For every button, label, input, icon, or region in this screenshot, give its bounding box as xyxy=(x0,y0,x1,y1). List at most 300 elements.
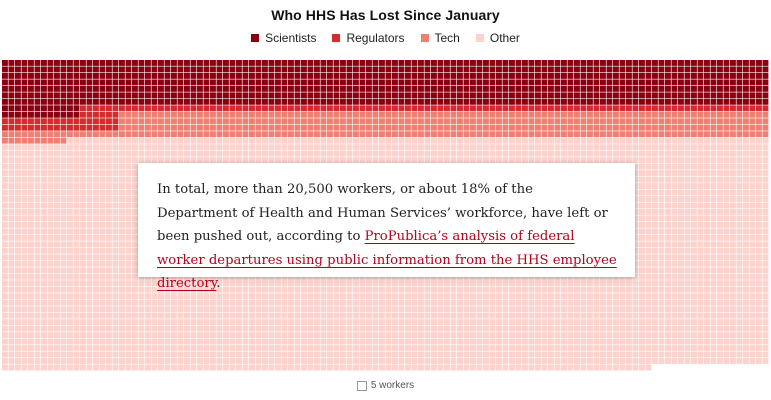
waffle-cell-other xyxy=(74,267,80,273)
waffle-cell-scientists xyxy=(145,92,151,98)
waffle-cell-scientists xyxy=(191,66,197,72)
waffle-cell-other xyxy=(93,190,99,196)
waffle-cell-regulators xyxy=(223,105,229,111)
waffle-cell-regulators xyxy=(399,105,405,111)
waffle-cell-tech xyxy=(139,131,145,137)
waffle-cell-other xyxy=(74,339,80,345)
waffle-cell-other xyxy=(652,280,658,286)
waffle-cell-other xyxy=(444,332,450,338)
waffle-cell-other xyxy=(139,352,145,358)
waffle-cell-scientists xyxy=(288,92,294,98)
waffle-cell-other xyxy=(41,293,47,299)
waffle-cell-other xyxy=(22,190,28,196)
waffle-cell-tech xyxy=(620,112,626,118)
waffle-cell-other xyxy=(41,280,47,286)
waffle-cell-scientists xyxy=(262,66,268,72)
waffle-cell-scientists xyxy=(165,60,171,66)
waffle-cell-other xyxy=(191,345,197,351)
waffle-cell-regulators xyxy=(171,105,177,111)
waffle-cell-other xyxy=(74,287,80,293)
waffle-cell-tech xyxy=(405,112,411,118)
waffle-cell-other xyxy=(464,358,470,364)
waffle-cell-other xyxy=(269,293,275,299)
waffle-cell-other xyxy=(48,222,54,228)
waffle-cell-other xyxy=(633,319,639,325)
waffle-cell-other xyxy=(217,339,223,345)
waffle-cell-tech xyxy=(451,112,457,118)
waffle-cell-other xyxy=(243,300,249,306)
waffle-cell-scientists xyxy=(470,79,476,85)
waffle-cell-other xyxy=(646,190,652,196)
legend-swatch-scientists xyxy=(251,34,259,42)
waffle-cell-other xyxy=(314,326,320,332)
waffle-cell-scientists xyxy=(275,92,281,98)
waffle-cell-other xyxy=(35,274,41,280)
waffle-cell-other xyxy=(243,352,249,358)
waffle-cell-other xyxy=(308,306,314,312)
waffle-cell-scientists xyxy=(249,73,255,79)
waffle-cell-other xyxy=(555,293,561,299)
waffle-cell-scientists xyxy=(373,66,379,72)
waffle-cell-scientists xyxy=(106,60,112,66)
waffle-cell-tech xyxy=(334,131,340,137)
waffle-cell-other xyxy=(535,326,541,332)
waffle-cell-scientists xyxy=(652,73,658,79)
waffle-cell-scientists xyxy=(626,86,632,92)
waffle-cell-other xyxy=(9,164,15,170)
waffle-cell-scientists xyxy=(477,86,483,92)
waffle-cell-scientists xyxy=(191,79,197,85)
waffle-cell-scientists xyxy=(54,60,60,66)
waffle-cell-scientists xyxy=(28,112,34,118)
waffle-cell-other xyxy=(646,319,652,325)
waffle-cell-other xyxy=(126,196,132,202)
waffle-cell-other xyxy=(171,319,177,325)
waffle-cell-other xyxy=(256,365,262,371)
waffle-cell-other xyxy=(204,306,210,312)
waffle-cell-other xyxy=(256,345,262,351)
waffle-cell-other xyxy=(41,332,47,338)
waffle-cell-scientists xyxy=(2,99,8,105)
waffle-cell-other xyxy=(126,280,132,286)
waffle-cell-other xyxy=(74,306,80,312)
waffle-cell-other xyxy=(490,287,496,293)
waffle-cell-other xyxy=(171,300,177,306)
waffle-cell-tech xyxy=(126,118,132,124)
waffle-cell-scientists xyxy=(119,73,125,79)
waffle-cell-scientists xyxy=(399,92,405,98)
waffle-cell-tech xyxy=(600,112,606,118)
waffle-cell-other xyxy=(373,313,379,319)
waffle-cell-other xyxy=(425,319,431,325)
waffle-cell-other xyxy=(652,261,658,267)
waffle-cell-tech xyxy=(568,125,574,131)
waffle-cell-scientists xyxy=(594,86,600,92)
waffle-cell-other xyxy=(269,326,275,332)
waffle-cell-tech xyxy=(542,112,548,118)
waffle-cell-scientists xyxy=(334,86,340,92)
waffle-cell-other xyxy=(379,345,385,351)
waffle-cell-tech xyxy=(204,125,210,131)
waffle-cell-scientists xyxy=(360,79,366,85)
waffle-cell-other xyxy=(321,313,327,319)
waffle-cell-other xyxy=(223,326,229,332)
waffle-cell-tech xyxy=(347,125,353,131)
waffle-cell-tech xyxy=(548,112,554,118)
waffle-cell-other xyxy=(126,326,132,332)
waffle-cell-other xyxy=(665,183,671,189)
waffle-cell-scientists xyxy=(613,60,619,66)
waffle-cell-scientists xyxy=(327,99,333,105)
waffle-cell-scientists xyxy=(496,92,502,98)
waffle-cell-tech xyxy=(659,118,665,124)
waffle-cell-other xyxy=(113,241,119,247)
waffle-cell-regulators xyxy=(535,105,541,111)
waffle-cell-other xyxy=(516,313,522,319)
waffle-cell-other xyxy=(61,352,67,358)
waffle-cell-scientists xyxy=(126,73,132,79)
waffle-cell-tech xyxy=(171,118,177,124)
waffle-cell-other xyxy=(347,151,353,157)
waffle-cell-other xyxy=(22,196,28,202)
waffle-cell-other xyxy=(93,280,99,286)
waffle-cell-regulators xyxy=(581,105,587,111)
waffle-cell-other xyxy=(587,306,593,312)
waffle-cell-other xyxy=(223,151,229,157)
waffle-cell-other xyxy=(672,267,678,273)
waffle-cell-other xyxy=(256,326,262,332)
waffle-cell-tech xyxy=(399,131,405,137)
waffle-cell-other xyxy=(379,280,385,286)
waffle-cell-other xyxy=(418,345,424,351)
waffle-cell-other xyxy=(568,319,574,325)
waffle-cell-other xyxy=(418,332,424,338)
waffle-cell-tech xyxy=(41,138,47,144)
waffle-cell-scientists xyxy=(568,79,574,85)
waffle-cell-tech xyxy=(184,118,190,124)
waffle-cell-other xyxy=(392,306,398,312)
waffle-cell-other xyxy=(61,345,67,351)
waffle-cell-tech xyxy=(405,125,411,131)
waffle-cell-tech xyxy=(379,131,385,137)
waffle-cell-regulators xyxy=(607,105,613,111)
waffle-cell-scientists xyxy=(555,60,561,66)
waffle-cell-other xyxy=(106,300,112,306)
waffle-cell-other xyxy=(9,254,15,260)
waffle-cell-other xyxy=(581,306,587,312)
waffle-cell-other xyxy=(509,365,515,371)
waffle-cell-other xyxy=(594,300,600,306)
waffle-cell-regulators xyxy=(93,105,99,111)
waffle-cell-other xyxy=(399,319,405,325)
waffle-cell-other xyxy=(165,365,171,371)
waffle-cell-tech xyxy=(347,118,353,124)
waffle-cell-regulators xyxy=(67,118,73,124)
waffle-cell-other xyxy=(132,345,138,351)
waffle-cell-tech xyxy=(54,138,60,144)
waffle-cell-other xyxy=(542,358,548,364)
waffle-cell-other xyxy=(41,241,47,247)
waffle-cell-other xyxy=(470,339,476,345)
waffle-cell-scientists xyxy=(22,79,28,85)
waffle-cell-scientists xyxy=(535,99,541,105)
waffle-cell-tech xyxy=(477,112,483,118)
waffle-cell-scientists xyxy=(490,73,496,79)
waffle-cell-scientists xyxy=(223,73,229,79)
waffle-cell-scientists xyxy=(503,86,509,92)
waffle-cell-other xyxy=(425,352,431,358)
waffle-cell-other xyxy=(574,326,580,332)
waffle-cell-other xyxy=(373,339,379,345)
waffle-cell-other xyxy=(184,345,190,351)
waffle-cell-scientists xyxy=(451,66,457,72)
waffle-cell-other xyxy=(535,306,541,312)
waffle-cell-other xyxy=(282,332,288,338)
waffle-cell-other xyxy=(314,293,320,299)
waffle-cell-other xyxy=(366,365,372,371)
waffle-cell-tech xyxy=(659,125,665,131)
waffle-cell-other xyxy=(639,319,645,325)
waffle-cell-other xyxy=(295,345,301,351)
waffle-cell-regulators xyxy=(620,105,626,111)
waffle-cell-other xyxy=(431,332,437,338)
waffle-cell-regulators xyxy=(67,125,73,131)
waffle-cell-scientists xyxy=(438,73,444,79)
waffle-cell-other xyxy=(28,306,34,312)
waffle-cell-other xyxy=(659,306,665,312)
waffle-cell-other xyxy=(48,157,54,163)
waffle-cell-other xyxy=(41,164,47,170)
waffle-cell-other xyxy=(353,352,359,358)
waffle-cell-scientists xyxy=(28,99,34,105)
waffle-cell-regulators xyxy=(646,105,652,111)
waffle-cell-scientists xyxy=(152,60,158,66)
waffle-cell-scientists xyxy=(366,79,372,85)
waffle-cell-scientists xyxy=(223,60,229,66)
waffle-cell-other xyxy=(93,261,99,267)
waffle-cell-other xyxy=(574,300,580,306)
waffle-cell-other xyxy=(620,287,626,293)
waffle-cell-other xyxy=(54,235,60,241)
waffle-cell-scientists xyxy=(210,86,216,92)
waffle-cell-other xyxy=(2,228,8,234)
waffle-cell-other xyxy=(561,280,567,286)
waffle-cell-other xyxy=(106,287,112,293)
waffle-cell-other xyxy=(262,300,268,306)
waffle-cell-scientists xyxy=(646,66,652,72)
waffle-cell-other xyxy=(243,313,249,319)
waffle-cell-scientists xyxy=(652,79,658,85)
waffle-cell-other xyxy=(54,319,60,325)
waffle-cell-other xyxy=(483,313,489,319)
waffle-cell-scientists xyxy=(392,99,398,105)
waffle-cell-other xyxy=(496,144,502,150)
waffle-cell-other xyxy=(386,287,392,293)
waffle-cell-tech xyxy=(249,118,255,124)
waffle-cell-scientists xyxy=(80,92,86,98)
waffle-cell-other xyxy=(22,345,28,351)
waffle-cell-other xyxy=(451,326,457,332)
waffle-cell-other xyxy=(230,365,236,371)
waffle-cell-tech xyxy=(327,125,333,131)
waffle-cell-tech xyxy=(61,131,67,137)
waffle-cell-other xyxy=(659,228,665,234)
waffle-cell-other xyxy=(503,280,509,286)
waffle-cell-other xyxy=(399,306,405,312)
waffle-cell-scientists xyxy=(139,99,145,105)
waffle-cell-other xyxy=(386,332,392,338)
waffle-cell-other xyxy=(35,352,41,358)
waffle-cell-other xyxy=(80,164,86,170)
waffle-cell-other xyxy=(665,170,671,176)
waffle-cell-other xyxy=(379,358,385,364)
waffle-cell-other xyxy=(568,306,574,312)
waffle-cell-other xyxy=(48,261,54,267)
waffle-cell-other xyxy=(61,326,67,332)
waffle-cell-scientists xyxy=(503,60,509,66)
waffle-cell-other xyxy=(93,352,99,358)
waffle-cell-scientists xyxy=(197,92,203,98)
waffle-cell-other xyxy=(360,352,366,358)
waffle-cell-regulators xyxy=(191,105,197,111)
waffle-cell-other xyxy=(613,326,619,332)
waffle-cell-other xyxy=(126,183,132,189)
waffle-cell-other xyxy=(321,365,327,371)
waffle-cell-scientists xyxy=(496,60,502,66)
waffle-cell-other xyxy=(191,151,197,157)
waffle-cell-other xyxy=(431,319,437,325)
waffle-cell-scientists xyxy=(438,92,444,98)
waffle-cell-scientists xyxy=(509,99,515,105)
waffle-cell-scientists xyxy=(620,99,626,105)
waffle-cell-tech xyxy=(620,118,626,124)
waffle-cell-other xyxy=(399,332,405,338)
waffle-cell-other xyxy=(87,138,93,144)
waffle-cell-other xyxy=(223,293,229,299)
waffle-cell-other xyxy=(243,138,249,144)
waffle-cell-scientists xyxy=(522,60,528,66)
waffle-cell-scientists xyxy=(418,73,424,79)
waffle-cell-tech xyxy=(431,125,437,131)
waffle-cell-other xyxy=(139,306,145,312)
waffle-cell-other xyxy=(652,190,658,196)
waffle-cell-scientists xyxy=(672,92,678,98)
waffle-cell-scientists xyxy=(236,66,242,72)
waffle-cell-other xyxy=(113,326,119,332)
waffle-cell-scientists xyxy=(256,99,262,105)
waffle-cell-tech xyxy=(236,125,242,131)
waffle-cell-other xyxy=(418,313,424,319)
waffle-cell-other xyxy=(119,352,125,358)
waffle-cell-other xyxy=(334,144,340,150)
waffle-cell-other xyxy=(145,365,151,371)
waffle-cell-other xyxy=(503,144,509,150)
waffle-cell-other xyxy=(184,332,190,338)
waffle-cell-other xyxy=(561,306,567,312)
waffle-cell-other xyxy=(386,138,392,144)
waffle-cell-other xyxy=(535,144,541,150)
waffle-cell-other xyxy=(438,144,444,150)
waffle-cell-other xyxy=(152,300,158,306)
waffle-cell-regulators xyxy=(41,125,47,131)
waffle-cell-other xyxy=(262,345,268,351)
waffle-cell-other xyxy=(93,254,99,260)
waffle-cell-other xyxy=(80,222,86,228)
waffle-cell-other xyxy=(184,326,190,332)
waffle-cell-other xyxy=(301,287,307,293)
waffle-cell-other xyxy=(132,209,138,215)
waffle-cell-other xyxy=(80,300,86,306)
waffle-cell-scientists xyxy=(444,73,450,79)
waffle-cell-other xyxy=(256,313,262,319)
waffle-cell-scientists xyxy=(626,79,632,85)
waffle-cell-other xyxy=(555,313,561,319)
waffle-cell-other xyxy=(360,319,366,325)
waffle-cell-other xyxy=(249,306,255,312)
chart-title: Who HHS Has Lost Since January xyxy=(271,7,500,23)
waffle-cell-other xyxy=(22,170,28,176)
waffle-cell-tech xyxy=(119,131,125,137)
waffle-cell-other xyxy=(431,339,437,345)
waffle-cell-other xyxy=(301,339,307,345)
waffle-cell-other xyxy=(126,319,132,325)
waffle-cell-tech xyxy=(594,112,600,118)
waffle-cell-other xyxy=(35,300,41,306)
waffle-cell-other xyxy=(262,319,268,325)
waffle-cell-scientists xyxy=(386,73,392,79)
waffle-cell-other xyxy=(67,177,73,183)
waffle-cell-other xyxy=(366,300,372,306)
waffle-cell-other xyxy=(2,216,8,222)
waffle-cell-other xyxy=(15,293,21,299)
waffle-cell-other xyxy=(646,358,652,364)
waffle-cell-other xyxy=(607,326,613,332)
waffle-cell-scientists xyxy=(191,92,197,98)
waffle-cell-other xyxy=(139,144,145,150)
waffle-cell-other xyxy=(568,287,574,293)
waffle-cell-other xyxy=(646,222,652,228)
waffle-cell-scientists xyxy=(314,86,320,92)
waffle-cell-scientists xyxy=(100,73,106,79)
waffle-cell-other xyxy=(54,203,60,209)
waffle-cell-other xyxy=(275,287,281,293)
waffle-cell-other xyxy=(581,300,587,306)
waffle-cell-other xyxy=(646,254,652,260)
waffle-cell-other xyxy=(41,261,47,267)
waffle-cell-other xyxy=(87,157,93,163)
waffle-cell-tech xyxy=(555,131,561,137)
waffle-cell-scientists xyxy=(581,79,587,85)
waffle-cell-other xyxy=(373,326,379,332)
waffle-cell-scientists xyxy=(366,60,372,66)
waffle-cell-other xyxy=(41,170,47,176)
waffle-cell-other xyxy=(665,287,671,293)
waffle-cell-tech xyxy=(256,131,262,137)
waffle-cell-scientists xyxy=(438,66,444,72)
waffle-cell-other xyxy=(106,339,112,345)
waffle-cell-other xyxy=(126,274,132,280)
waffle-cell-tech xyxy=(412,125,418,131)
waffle-cell-other xyxy=(80,319,86,325)
waffle-cell-other xyxy=(353,300,359,306)
waffle-cell-scientists xyxy=(15,60,21,66)
waffle-cell-tech xyxy=(639,118,645,124)
waffle-cell-other xyxy=(503,339,509,345)
waffle-cell-other xyxy=(2,151,8,157)
waffle-cell-other xyxy=(61,365,67,371)
waffle-cell-other xyxy=(574,144,580,150)
waffle-cell-other xyxy=(496,358,502,364)
